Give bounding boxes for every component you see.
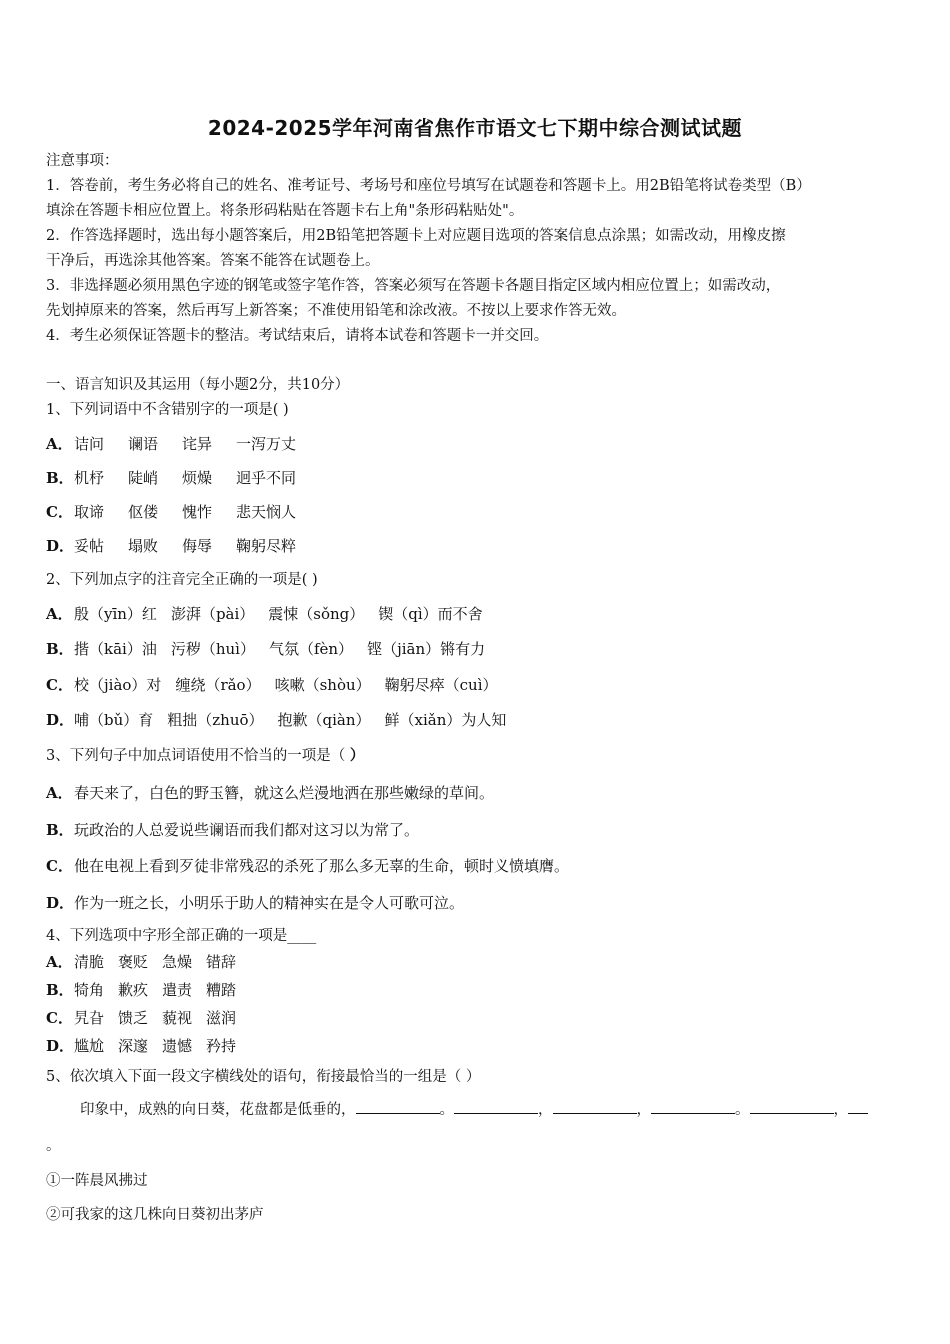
- option-word: 机杼: [74, 469, 105, 487]
- notice-line: 干净后，再选涂其他答案。答案不能答在试题卷上。: [46, 253, 380, 269]
- fill-blank: [750, 1099, 834, 1114]
- question-1-stem: 1、下列词语中不含错别字的一项是( ): [46, 402, 289, 418]
- option-word: 鲜（xiǎn）为人知: [384, 711, 507, 729]
- option-word: 侮辱: [182, 537, 213, 555]
- q5-item: ②可我家的这几株向日葵初出茅庐: [46, 1207, 264, 1223]
- passage-end: 。: [46, 1138, 61, 1154]
- q1-option-c: [46, 501, 320, 523]
- option-label: A．: [46, 784, 73, 802]
- option-word: 诧异: [182, 435, 213, 453]
- fill-blank: [356, 1099, 440, 1114]
- q4-option-d: [46, 1035, 250, 1057]
- option-word: 塌败: [128, 537, 159, 555]
- q3-option-c: [46, 855, 569, 877]
- option-word: 殷（yīn）红: [74, 605, 157, 623]
- option-word: 尴尬: [74, 1037, 105, 1055]
- q5-item: ①一阵晨风拂过: [46, 1173, 148, 1189]
- option-text: 春天来了，白色的野玉簪，就这么烂漫地洒在那些嫩绿的草间。: [74, 784, 495, 802]
- option-word: 矜持: [206, 1037, 237, 1055]
- q2-option-d: [46, 709, 520, 731]
- option-word: 一泻万丈: [236, 435, 297, 453]
- option-word: 铿（jiān）锵有力: [367, 640, 486, 658]
- option-word: 取谛: [74, 503, 105, 521]
- option-label: A．: [46, 435, 73, 453]
- notice-line: 2．作答选择题时，选出每小题答案后，用2B铅笔把答题卡上对应题目选项的答案信息点涂黑；如需改动，用橡皮擦: [46, 228, 786, 244]
- option-label: C．: [46, 676, 73, 694]
- option-word: 妥帖: [74, 537, 105, 555]
- notice-line: 3．非选择题必须用黑色字迹的钢笔或签字笔作答，答案必须写在答题卡各题目指定区域内相应位置上；如需改动，: [46, 278, 781, 294]
- fill-blank: [651, 1099, 735, 1114]
- passage-text: 印象中，成熟的向日葵，花盘都是低垂的，: [80, 1102, 356, 1118]
- q1-option-b: [46, 467, 320, 489]
- option-word: 旯旮: [74, 1009, 105, 1027]
- option-word: 揩（kāi）油: [74, 640, 157, 658]
- option-word: 伛偻: [128, 503, 159, 521]
- q3-option-b: [46, 819, 419, 841]
- option-word: 滋润: [206, 1009, 237, 1027]
- question-3-stem: [46, 745, 364, 767]
- option-label: C．: [46, 503, 73, 521]
- option-label: D．: [46, 711, 75, 729]
- option-word: 澎湃（pài）: [170, 605, 255, 623]
- fill-blank: [848, 1099, 868, 1114]
- option-word: 诘问: [74, 435, 105, 453]
- q1-option-a: [46, 433, 320, 455]
- question-4-stem: 4、下列选项中字形全部正确的一项是____: [46, 928, 317, 944]
- option-word: 鞠躬尽瘁（cuì）: [384, 676, 498, 694]
- q3-option-d: [46, 892, 464, 914]
- q3-option-a: [46, 782, 494, 804]
- option-word: 鞠躬尽粹: [236, 537, 297, 555]
- q2-option-c: [46, 674, 512, 696]
- option-word: 抱歉（qiàn）: [277, 711, 371, 729]
- option-label: D．: [46, 894, 75, 912]
- option-word: 咳嗽（shòu）: [274, 676, 371, 694]
- option-word: 愧怍: [182, 503, 213, 521]
- option-label: C．: [46, 857, 73, 875]
- option-word: 锲（qì）而不舍: [378, 605, 483, 623]
- option-word: 校（jiào）对: [74, 676, 162, 694]
- page-title: 2024-2025学年河南省焦作市语文七下期中综合测试试题: [207, 116, 743, 140]
- option-word: 遗憾: [162, 1037, 193, 1055]
- q4-option-b: [46, 979, 250, 1001]
- q2-option-a: [46, 603, 497, 625]
- q2-option-b: [46, 638, 499, 660]
- option-word: 哺（bǔ）育: [74, 711, 154, 729]
- option-word: 缠绕（rǎo）: [175, 676, 261, 694]
- option-word: 污秽（huì）: [170, 640, 255, 658]
- option-word: 粗拙（zhuō）: [167, 711, 264, 729]
- q4-option-a: [46, 951, 250, 973]
- option-word: 气氛（fèn）: [268, 640, 354, 658]
- stem-text: 3、下列句子中加点词语使用不恰当的一项是（: [46, 748, 346, 764]
- q4-option-c: [46, 1007, 250, 1029]
- q5-passage: 印象中，成熟的向日葵，花盘都是低垂的， 。 ， ， 。 ，: [80, 1099, 868, 1121]
- option-word: 清脆: [74, 953, 105, 971]
- option-label: B．: [46, 821, 74, 839]
- q1-option-d: [46, 535, 320, 557]
- notice-line: 1．答卷前，考生务必将自己的姓名、准考证号、考场号和座位号填写在试题卷和答题卡上。用2B铅笔将试卷类型（B）: [46, 178, 811, 194]
- option-word: 悲天悯人: [236, 503, 297, 521]
- option-word: 震悚（sǒng）: [268, 605, 365, 623]
- fill-blank: [454, 1099, 538, 1114]
- option-label: C．: [46, 1009, 73, 1027]
- option-word: 烦燥: [182, 469, 213, 487]
- option-word: 遣责: [162, 981, 193, 999]
- notice-line: 先划掉原来的答案，然后再写上新答案；不准使用铅笔和涂改液。不按以上要求作答无效。: [46, 303, 626, 319]
- section-heading: 一、语言知识及其运用（每小题2分，共10分）: [46, 377, 350, 393]
- question-5-stem: 5、依次填入下面一段文字横线处的语句，衔接最恰当的一组是（ ）: [46, 1069, 481, 1085]
- option-word: 迥乎不同: [236, 469, 297, 487]
- option-word: 歉疚: [118, 981, 149, 999]
- option-word: 馈乏: [118, 1009, 149, 1027]
- option-word: 糟踏: [206, 981, 237, 999]
- option-label: A．: [46, 953, 73, 971]
- option-word: 深邃: [118, 1037, 149, 1055]
- option-word: 陡峭: [128, 469, 159, 487]
- option-word: 错辞: [206, 953, 237, 971]
- option-label: B．: [46, 640, 74, 658]
- option-text: 他在电视上看到歹徒非常残忍的杀死了那么多无辜的生命，顿时义愤填膺。: [74, 857, 570, 875]
- option-label: A．: [46, 605, 73, 623]
- option-label: D．: [46, 1037, 75, 1055]
- option-word: 谰语: [128, 435, 159, 453]
- option-word: 犄角: [74, 981, 105, 999]
- notice-heading: 注意事项：: [46, 153, 119, 169]
- option-word: 褒贬: [118, 953, 149, 971]
- option-word: 急燥: [162, 953, 193, 971]
- option-label: B．: [46, 469, 74, 487]
- stem-end: ）: [349, 747, 365, 764]
- option-text: 作为一班之长，小明乐于助人的精神实在是令人可歌可泣。: [74, 894, 465, 912]
- notice-line: 填涂在答题卡相应位置上。将条形码粘贴在答题卡右上角"条形码粘贴处"。: [46, 203, 524, 219]
- option-label: B．: [46, 981, 74, 999]
- fill-blank: [553, 1099, 637, 1114]
- notice-line: 4．考生必须保证答题卡的整洁。考试结束后，请将本试卷和答题卡一并交回。: [46, 328, 549, 344]
- option-label: D．: [46, 537, 75, 555]
- question-2-stem: 2、下列加点字的注音完全正确的一项是( ): [46, 572, 318, 588]
- option-text: 玩政治的人总爱说些谰语而我们都对这习以为常了。: [74, 821, 420, 839]
- option-word: 藐视: [162, 1009, 193, 1027]
